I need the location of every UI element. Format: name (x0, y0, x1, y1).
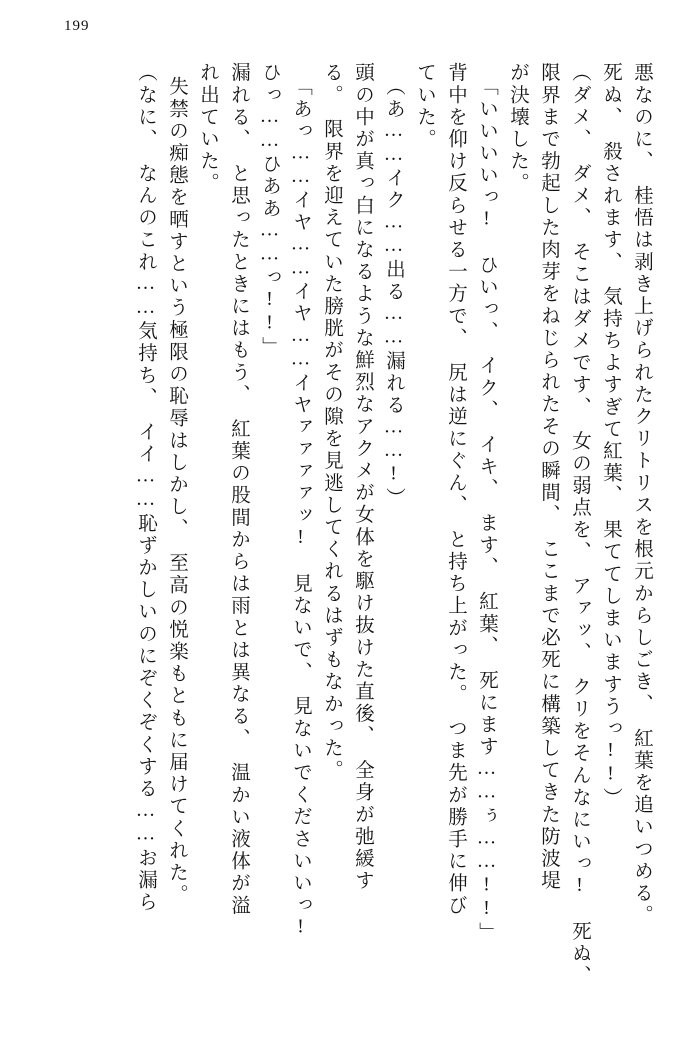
text-line: る。 限界を迎えていた膀胱がその隙を見逃してくれるはずもなかった。 (321, 62, 342, 782)
text-line: 頭の中が真っ白になるような鮮烈なアクメが女体を駆け抜けた直後、 全身が弛緩す (352, 62, 373, 893)
text-line: れ出ていた。 (197, 62, 218, 195)
text-line: ていた。 (414, 62, 435, 151)
text-line: （ダメ、 ダメ、 そこはダメです、 女の弱点を、 アァッ、 クリをそんなにいっ! 死ぬ、 (569, 62, 590, 988)
vertical-text-body (34, 62, 651, 1028)
text-line: ひっ……ひああ……っ!!」 (259, 62, 280, 359)
page-number: 199 (64, 18, 90, 34)
text-line: （あ……イク……出る……漏れる……!） (383, 76, 404, 510)
text-line: 死ぬ、 殺されます、 気持ちよすぎて紅葉、 果ててしまいますうっ!!） (600, 62, 621, 810)
text-line: 失禁の痴態を晒すという極限の恥辱はしかし、 至高の悦楽もともに届けてくれた。 (166, 76, 187, 907)
text-line: 背中を仰け反らせる一方で、 尻は逆にぐん、 と持ち上がった。 つま先が勝手に伸び (445, 62, 466, 917)
text-line: 限界まで勃起した肉芽をねじられたその瞬間、 ここまで必死に構築してきた防波堤 (538, 62, 559, 893)
text-line: 漏れる、 と思ったときにはもう、 紅葉の股間からは雨とは異なる、 温かい液体が溢 (228, 62, 249, 917)
text-line: 「あっ……イヤ……イヤ……イヤァァァァッ! 見ないで、 見ないでくださいいっ! (290, 76, 311, 941)
text-line: （なに、 なんのこれ……気持ち、 イイ……恥ずかしいのにぞくぞくする……お漏ら (135, 62, 156, 914)
text-line: 「いいいいっ! ひいっ、 イク、 イキ、 ます、 紅葉、 死にます……ぅ……!!」 (476, 76, 497, 944)
text-line: が決壊した。 (507, 62, 528, 195)
text-line: 悪なのに、 桂悟は剥き上げられたクリトリスを根元からしごき、 紅葉を追いつめる。 (631, 62, 652, 927)
